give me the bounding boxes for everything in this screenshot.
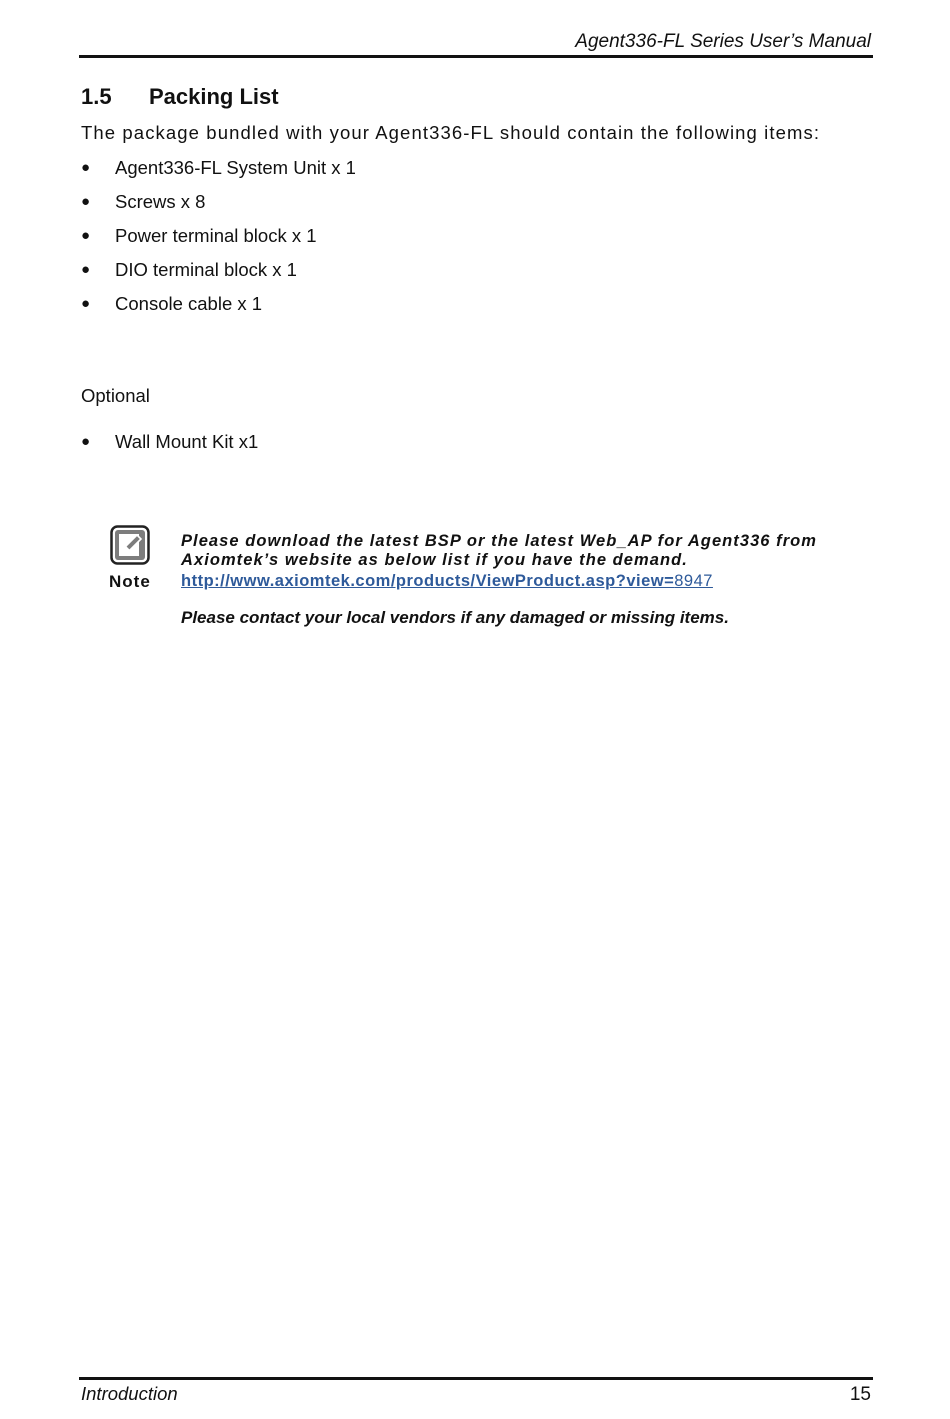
list-item-label: Power terminal block x 1 [115,225,317,246]
section-number: 1.5 [81,84,112,109]
list-item-label: Screws x 8 [115,191,206,212]
running-header-title: Agent336-FL Series User’s Manual [575,31,871,52]
header-rule [79,55,873,58]
footer-section-title: Introduction [81,1383,178,1404]
list-item-label: Wall Mount Kit x1 [115,431,259,452]
bullet-icon: ● [81,193,91,210]
page-number: 15 [849,1384,871,1405]
bullet-icon: ● [81,227,91,244]
note-text: Please download the latest BSP or the latest Web_AP for Agent336 from Axiomtek’s website as below list if you have the demand. [181,532,818,569]
bsp-download-link-url[interactable]: http://www.axiomtek.com/products/ViewProduct.asp?view= [181,572,675,590]
optional-label: Optional [81,385,150,406]
bullet-icon: ● [81,433,91,450]
bullet-icon: ● [81,261,91,278]
bullet-icon: ● [81,295,91,312]
list-item-label: DIO terminal block x 1 [115,259,297,280]
intro-paragraph: The package bundled with your Agent336-FL should contain the following items: [81,122,821,143]
section-heading [81,84,279,110]
note-pencil-icon [110,525,150,565]
bsp-download-link[interactable] [181,572,713,591]
bullet-icon: ● [81,159,91,176]
list-item-label: Console cable x 1 [115,293,263,314]
footer-rule [79,1377,873,1380]
note-contact-text: Please contact your local vendors if any damaged or missing items. [181,608,729,627]
note-label: Note [109,572,151,591]
section-title: Packing List [149,84,279,109]
list-item-label: Agent336-FL System Unit x 1 [115,157,356,178]
bsp-download-link-suffix[interactable]: 8947 [674,572,713,590]
